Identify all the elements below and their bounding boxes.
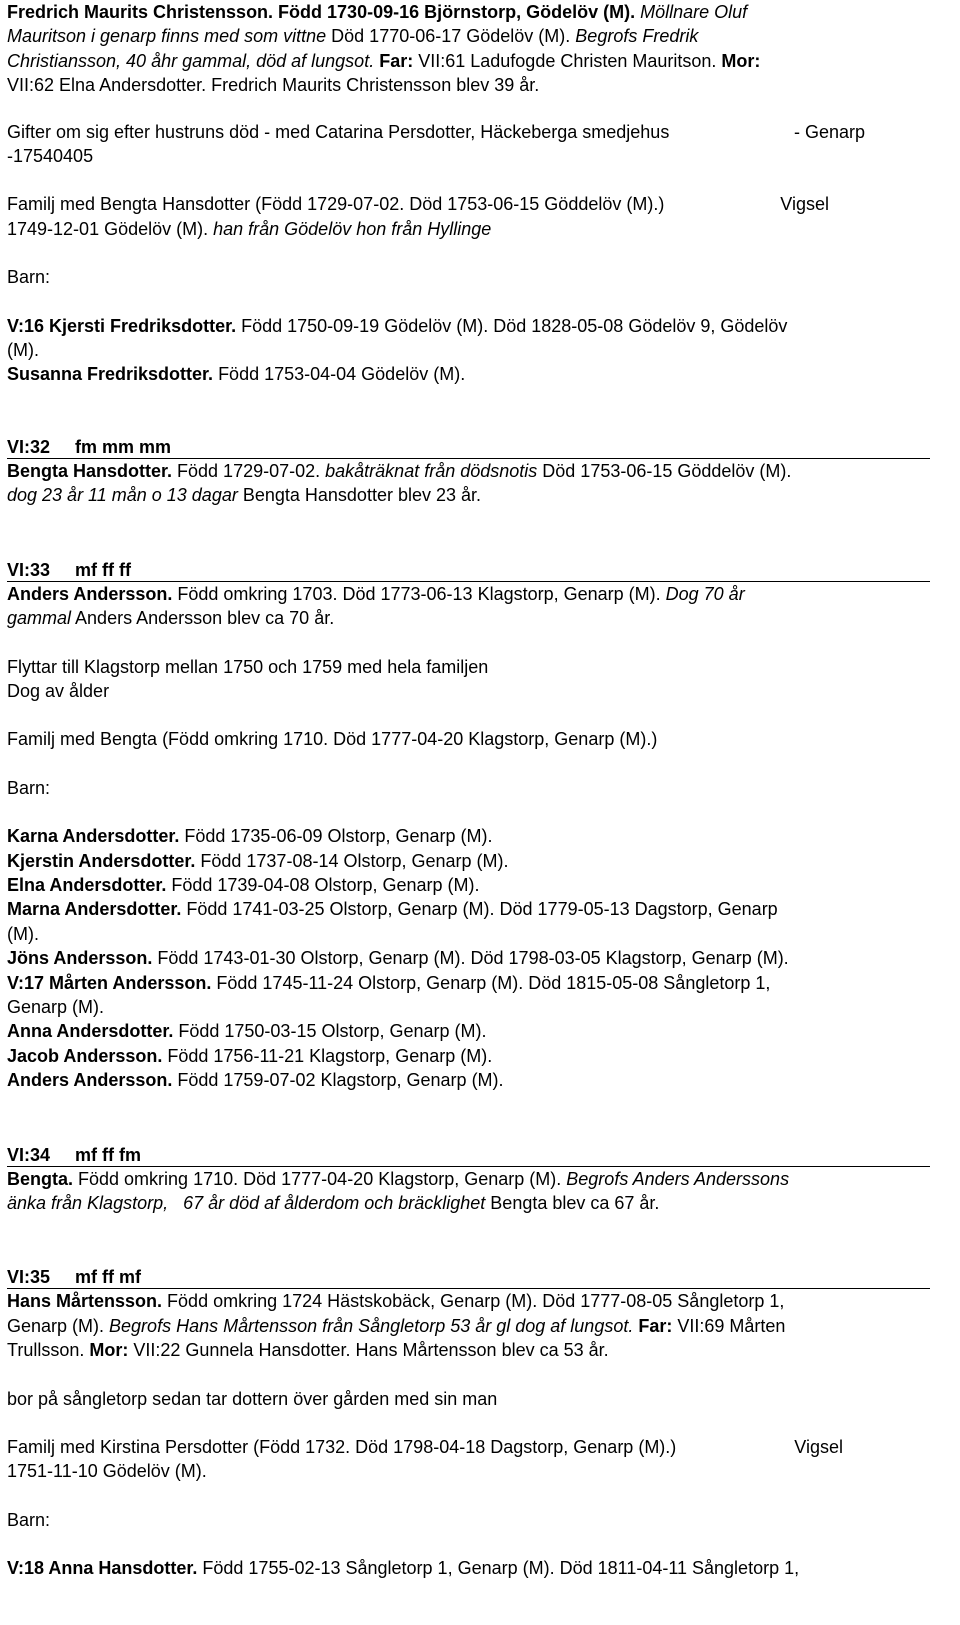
child-line xyxy=(7,314,935,338)
spacer xyxy=(7,1411,935,1435)
spacer xyxy=(7,752,935,776)
familj-line xyxy=(7,1435,843,1459)
child-line xyxy=(7,1068,935,1092)
spacer xyxy=(7,1532,935,1556)
spacer xyxy=(7,631,935,655)
text: gammal xyxy=(7,608,72,629)
person-name: Hans Mårtensson. xyxy=(7,1291,163,1312)
section-code: VI:33 xyxy=(7,559,51,580)
entry-line xyxy=(7,1289,935,1313)
text: Född 1755-02-13 Sångletorp 1, Genarp (M). Död 1811-04-11 Sångletorp 1, xyxy=(197,1558,800,1579)
spacer xyxy=(7,387,935,435)
section-heading-vi35 xyxy=(7,1265,930,1289)
text: Anders Andersson blev ca 70 år. xyxy=(71,608,335,629)
spacer xyxy=(7,241,935,265)
section-relation: fm mm mm xyxy=(75,436,172,457)
section-relation: mf ff mf xyxy=(75,1267,141,1288)
entry-line: (M). xyxy=(7,923,39,944)
text: Begrofs Hans Mårtensson från Sångletorp 53 år gl dog af lungsot. xyxy=(109,1315,634,1336)
text: Familj med Bengta Hansdotter (Född 1729-07-02. Död 1753-06-15 Göddelöv (M).) xyxy=(7,194,665,215)
person-name: Bengta. xyxy=(7,1168,74,1189)
entry-line xyxy=(7,582,935,606)
child-name: Jacob Andersson. xyxy=(7,1045,163,1066)
text: Född 1737-08-14 Olstorp, Genarp (M). xyxy=(195,850,509,871)
text: bakåträknat från dödsnotis xyxy=(325,460,538,481)
child-line xyxy=(7,849,935,873)
spacer xyxy=(7,508,935,558)
label-far: Far: xyxy=(374,50,414,71)
text: Född 1735-06-09 Olstorp, Genarp (M). xyxy=(179,826,493,847)
entry-line xyxy=(7,1191,935,1215)
text: Född 1739-04-08 Olstorp, Genarp (M). xyxy=(166,874,480,895)
child-name: V:18 Anna Hansdotter. xyxy=(7,1558,198,1579)
section-heading-vi32 xyxy=(7,435,930,459)
text: (M). xyxy=(7,340,39,361)
spacer xyxy=(7,290,935,314)
person-name: Bengta Hansdotter. xyxy=(7,460,173,481)
text: Trullsson. xyxy=(7,1340,90,1361)
text: Genarp (M). xyxy=(7,1315,110,1336)
child-name: Kjerstin Andersdotter. xyxy=(7,850,196,871)
entry-line xyxy=(7,73,935,97)
text: Född 1750-03-15 Olstorp, Genarp (M). xyxy=(173,1021,487,1042)
children-list xyxy=(7,824,935,1092)
text: Bengta blev ca 67 år. xyxy=(485,1193,660,1213)
text: Mauritson i genarp finns med som vittne xyxy=(7,26,327,47)
person-name: Anders Andersson. xyxy=(7,583,173,604)
child-name: Elna Andersdotter. xyxy=(7,874,167,895)
child-line xyxy=(7,1556,935,1580)
text: Född 1741-03-25 Olstorp, Genarp (M). Död 1779-05-13 Dagstorp, Genarp xyxy=(181,899,778,920)
entry-line xyxy=(7,1314,935,1338)
text: Begrofs Anders Anderssons xyxy=(566,1168,790,1189)
entry-line xyxy=(7,459,935,483)
spacer xyxy=(7,1363,935,1387)
text: Dog 70 år xyxy=(665,583,745,604)
text: dog 23 år 11 mån o 13 dagar xyxy=(7,485,238,506)
spacer xyxy=(7,800,935,824)
text: Född 1743-01-30 Olstorp, Genarp (M). Död 1798-03-05 Klagstorp, Genarp (M). xyxy=(152,948,789,969)
section-code: VI:34 xyxy=(7,1144,51,1165)
document-page xyxy=(7,0,935,1581)
text: Född omkring 1710. Död 1777-04-20 Klagstorp, Genarp (M). xyxy=(73,1168,567,1189)
text: 1749-12-01 Gödelöv (M). xyxy=(7,218,214,239)
child-line xyxy=(7,873,935,897)
entry-line xyxy=(7,1167,935,1191)
child-line xyxy=(7,1019,935,1043)
text: han från Gödelöv hon från Hyllinge xyxy=(213,218,492,239)
child-name: V:17 Mårten Andersson. xyxy=(7,972,212,993)
barn-label: Barn: xyxy=(7,267,51,288)
spacer xyxy=(7,168,935,192)
text: VII:62 Elna Andersdotter. Fredrich Maurits Christensson blev 39 år. xyxy=(7,75,540,96)
text: Begrofs Fredrik xyxy=(575,26,699,47)
text: Född 1729-07-02. xyxy=(172,460,326,481)
text: Född omkring 1724 Hästskobäck, Genarp (M). Död 1777-08-05 Sångletorp 1, xyxy=(162,1291,785,1312)
spacer xyxy=(7,703,935,727)
child-name: V:16 Kjersti Fredriksdotter. xyxy=(7,315,237,336)
entry-line xyxy=(7,483,935,507)
text: Vigsel xyxy=(794,1437,843,1458)
text: Bengta Hansdotter blev 23 år. xyxy=(237,485,482,506)
entry-line xyxy=(7,144,935,168)
child-line xyxy=(7,946,935,970)
entry-line xyxy=(7,606,935,630)
text: Familj med Kirstina Persdotter (Född 1732. Död 1798-04-18 Dagstorp, Genarp (M).) xyxy=(7,1437,677,1458)
child-line xyxy=(7,1044,935,1068)
child-line xyxy=(7,971,935,995)
child-name: Susanna Fredriksdotter. xyxy=(7,364,214,385)
text: Vigsel xyxy=(780,194,829,215)
entry-line xyxy=(7,24,935,48)
label-far: Far: xyxy=(633,1315,673,1336)
entry-line xyxy=(7,49,935,73)
text: änka från Klagstorp, 67 år död af ålderdom och bräcklighet xyxy=(7,1193,486,1213)
note-line: bor på sångletorp sedan tar dottern över gården med sin man xyxy=(7,1388,498,1409)
text: Född omkring 1703. Död 1773-06-13 Klagstorp, Genarp (M). xyxy=(172,583,666,604)
text: - Genarp xyxy=(793,121,865,142)
barn-label: Barn: xyxy=(7,1509,51,1530)
section-code: VI:35 xyxy=(7,1267,51,1288)
text: VII:22 Gunnela Hansdotter. Hans Mårtensson blev ca 53 år. xyxy=(128,1340,609,1361)
section-relation: mf ff fm xyxy=(75,1144,141,1165)
section-code: VI:32 xyxy=(7,436,51,457)
child-name: Jöns Andersson. xyxy=(7,948,153,969)
section-relation: mf ff ff xyxy=(75,559,131,580)
text: Gifter om sig efter hustruns död - med Catarina Persdotter, Häckeberga smedjehus xyxy=(7,121,670,142)
child-name: Anders Andersson. xyxy=(7,1070,173,1091)
text: Christiansson, 40 åhr gammal, död af lungsot. xyxy=(7,50,375,71)
entry-line: 1751-11-10 Gödelöv (M). xyxy=(7,1461,207,1482)
entry-line xyxy=(7,217,935,241)
familj-line xyxy=(7,192,829,216)
text: Fredrich Maurits Christensson. Född 1730-09-16 Björnstorp, Gödelöv (M). xyxy=(7,2,641,22)
child-name: Karna Andersdotter. xyxy=(7,826,180,847)
gifter-line xyxy=(7,120,865,144)
note-line: Dog av ålder xyxy=(7,680,110,701)
text: Född 1750-09-19 Gödelöv (M). Död 1828-05-08 Gödelöv 9, Gödelöv xyxy=(236,315,788,336)
text: Möllnare Oluf xyxy=(640,2,748,22)
barn-label: Barn: xyxy=(7,777,51,798)
text: Född 1745-11-24 Olstorp, Genarp (M). Död 1815-05-08 Sångletorp 1, xyxy=(211,972,771,993)
text: Född 1756-11-21 Klagstorp, Genarp (M). xyxy=(162,1045,493,1066)
entry-line xyxy=(7,1338,935,1362)
spacer xyxy=(7,1484,935,1508)
text: Död 1753-06-15 Göddelöv (M). xyxy=(537,460,792,481)
text: -17540405 xyxy=(7,146,94,167)
section-heading-vi33 xyxy=(7,558,930,582)
text: Född 1753-04-04 Gödelöv (M). xyxy=(213,364,466,385)
text: VII:69 Mårten xyxy=(672,1315,786,1336)
spacer xyxy=(7,1093,935,1143)
label-mor: Mor: xyxy=(89,1340,129,1361)
spacer xyxy=(7,1215,935,1265)
entry-line xyxy=(7,338,935,362)
child-name: Anna Andersdotter. xyxy=(7,1021,174,1042)
section-heading-vi34 xyxy=(7,1143,930,1167)
entry-fredrich xyxy=(7,0,935,98)
spacer xyxy=(7,98,935,120)
text: Född 1759-07-02 Klagstorp, Genarp (M). xyxy=(172,1070,504,1091)
entry-line xyxy=(7,0,935,24)
child-line xyxy=(7,362,935,386)
label-mor: Mor: xyxy=(721,50,761,71)
child-line xyxy=(7,897,935,921)
note-line: Flyttar till Klagstorp mellan 1750 och 1759 med hela familjen xyxy=(7,656,489,677)
text: Död 1770-06-17 Gödelöv (M). xyxy=(326,26,576,47)
familj-line: Familj med Bengta (Född omkring 1710. Död 1777-04-20 Klagstorp, Genarp (M).) xyxy=(7,729,658,750)
child-name: Marna Andersdotter. xyxy=(7,899,182,920)
entry-line: Genarp (M). xyxy=(7,996,105,1017)
child-line xyxy=(7,824,935,848)
text: VII:61 Ladufogde Christen Mauritson. xyxy=(413,50,722,71)
